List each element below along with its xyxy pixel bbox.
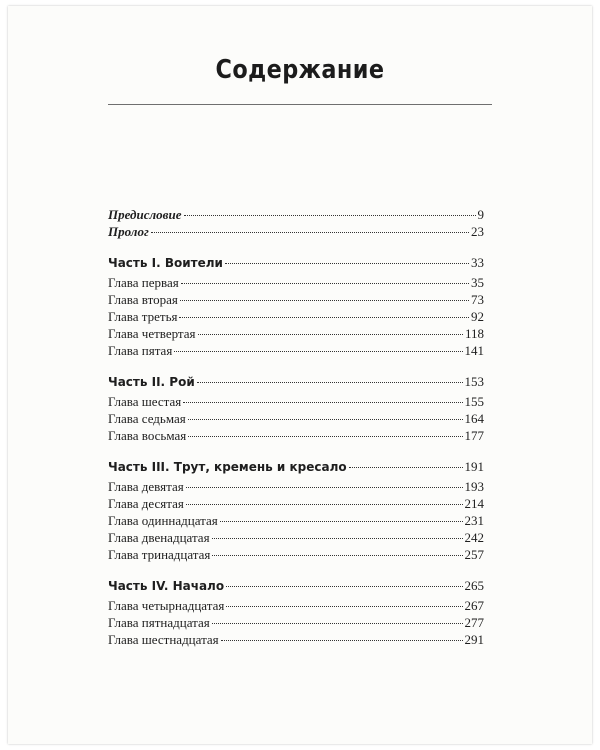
toc-chapter-16[interactable]	[108, 631, 484, 648]
front-matter	[108, 206, 484, 240]
dot-leader	[186, 504, 463, 505]
toc-chapter-7[interactable]	[108, 410, 484, 427]
toc-part-label: Часть II. Рой	[108, 375, 195, 389]
toc-page-number: 33	[471, 255, 484, 270]
toc-part-4[interactable]	[108, 575, 484, 597]
toc-entry-label: Глава девятая	[108, 479, 184, 494]
toc-page-number: 153	[464, 374, 484, 389]
toc-chapter-9[interactable]	[108, 478, 484, 495]
toc-page-number: 155	[464, 394, 484, 409]
dot-leader	[225, 263, 469, 264]
toc-entry-label: Глава первая	[108, 275, 179, 290]
part-2-section	[108, 371, 484, 444]
toc-page-number: 242	[464, 530, 484, 545]
toc-entry-label: Глава третья	[108, 309, 178, 324]
toc-page-number: 35	[471, 275, 484, 290]
dot-leader	[188, 419, 463, 420]
toc-chapter-12[interactable]	[108, 529, 484, 546]
toc-chapter-1[interactable]	[108, 274, 484, 291]
dot-leader	[212, 623, 463, 624]
toc-entry-label: Глава двенадцатая	[108, 530, 210, 545]
dot-leader	[188, 436, 462, 437]
toc-part-label: Часть IV. Начало	[108, 579, 225, 593]
toc-entry-label: Глава пятнадцатая	[108, 615, 210, 630]
dot-leader	[349, 467, 463, 468]
toc-entry-label: Глава четырнадцатая	[108, 598, 225, 613]
toc-page-number: 214	[464, 496, 484, 511]
toc-entry-label: Глава седьмая	[108, 411, 186, 426]
toc-entry-label: Глава восьмая	[108, 428, 187, 443]
toc-page-number: 191	[464, 459, 484, 474]
toc-page-number: 193	[464, 479, 484, 494]
toc-chapter-15[interactable]	[108, 614, 484, 631]
toc-page-number: 141	[464, 343, 484, 358]
toc-chapter-14[interactable]	[108, 597, 484, 614]
toc-page-number: 277	[464, 615, 484, 630]
dot-leader	[226, 586, 462, 587]
dot-leader	[212, 555, 462, 556]
toc-page-number: 9	[477, 207, 484, 222]
dot-leader	[183, 402, 462, 403]
dot-leader	[226, 606, 462, 607]
toc-entry-label: Глава четвертая	[108, 326, 196, 341]
toc-entry-label: Глава десятая	[108, 496, 184, 511]
toc-chapter-10[interactable]	[108, 495, 484, 512]
toc-page-number: 291	[464, 632, 484, 647]
toc-entry-label: Глава пятая	[108, 343, 173, 358]
toc-part-3[interactable]	[108, 456, 484, 478]
toc-part-1[interactable]	[108, 252, 484, 274]
toc-chapter-3[interactable]	[108, 308, 484, 325]
toc-chapter-4[interactable]	[108, 325, 484, 342]
toc-entry-label: Глава одиннадцатая	[108, 513, 218, 528]
dot-leader	[174, 351, 462, 352]
toc-page-number: 118	[464, 326, 484, 341]
toc-page-number: 73	[471, 292, 484, 307]
toc-part-label: Часть I. Воители	[108, 256, 223, 270]
table-of-contents	[108, 206, 484, 648]
title-divider	[108, 104, 492, 105]
toc-chapter-5[interactable]	[108, 342, 484, 359]
toc-entry-label: Глава тринадцатая	[108, 547, 211, 562]
toc-page-number: 265	[464, 578, 484, 593]
dot-leader	[151, 232, 469, 233]
dot-leader	[186, 487, 463, 488]
toc-page-number: 177	[464, 428, 484, 443]
toc-chapter-11[interactable]	[108, 512, 484, 529]
toc-page-number: 257	[464, 547, 484, 562]
dot-leader	[179, 317, 469, 318]
toc-part-2[interactable]	[108, 371, 484, 393]
toc-chapter-8[interactable]	[108, 427, 484, 444]
toc-entry-label: Глава шестнадцатая	[108, 632, 219, 647]
toc-entry-label: Пролог	[108, 224, 149, 239]
toc-page-number: 164	[464, 411, 484, 426]
toc-page-number: 92	[471, 309, 484, 324]
dot-leader	[180, 300, 469, 301]
dot-leader	[220, 521, 463, 522]
part-1-section	[108, 252, 484, 359]
dot-leader	[212, 538, 463, 539]
toc-entry-preface[interactable]	[108, 206, 484, 223]
toc-entry-label: Предисловие	[108, 207, 182, 222]
toc-chapter-6[interactable]	[108, 393, 484, 410]
toc-page-number: 23	[471, 224, 484, 239]
toc-chapter-2[interactable]	[108, 291, 484, 308]
toc-chapter-13[interactable]	[108, 546, 484, 563]
dot-leader	[197, 382, 463, 383]
toc-part-label: Часть III. Трут, кремень и кресало	[108, 460, 347, 474]
toc-entry-label: Глава шестая	[108, 394, 182, 409]
dot-leader	[181, 283, 469, 284]
toc-entry-label: Глава вторая	[108, 292, 178, 307]
toc-page-number: 267	[464, 598, 484, 613]
toc-page-number: 231	[464, 513, 484, 528]
part-3-section	[108, 456, 484, 563]
dot-leader	[198, 334, 463, 335]
dot-leader	[221, 640, 463, 641]
part-4-section	[108, 575, 484, 648]
toc-entry-prologue[interactable]	[108, 223, 484, 240]
page-title: Содержание	[215, 55, 385, 85]
dot-leader	[184, 215, 476, 216]
